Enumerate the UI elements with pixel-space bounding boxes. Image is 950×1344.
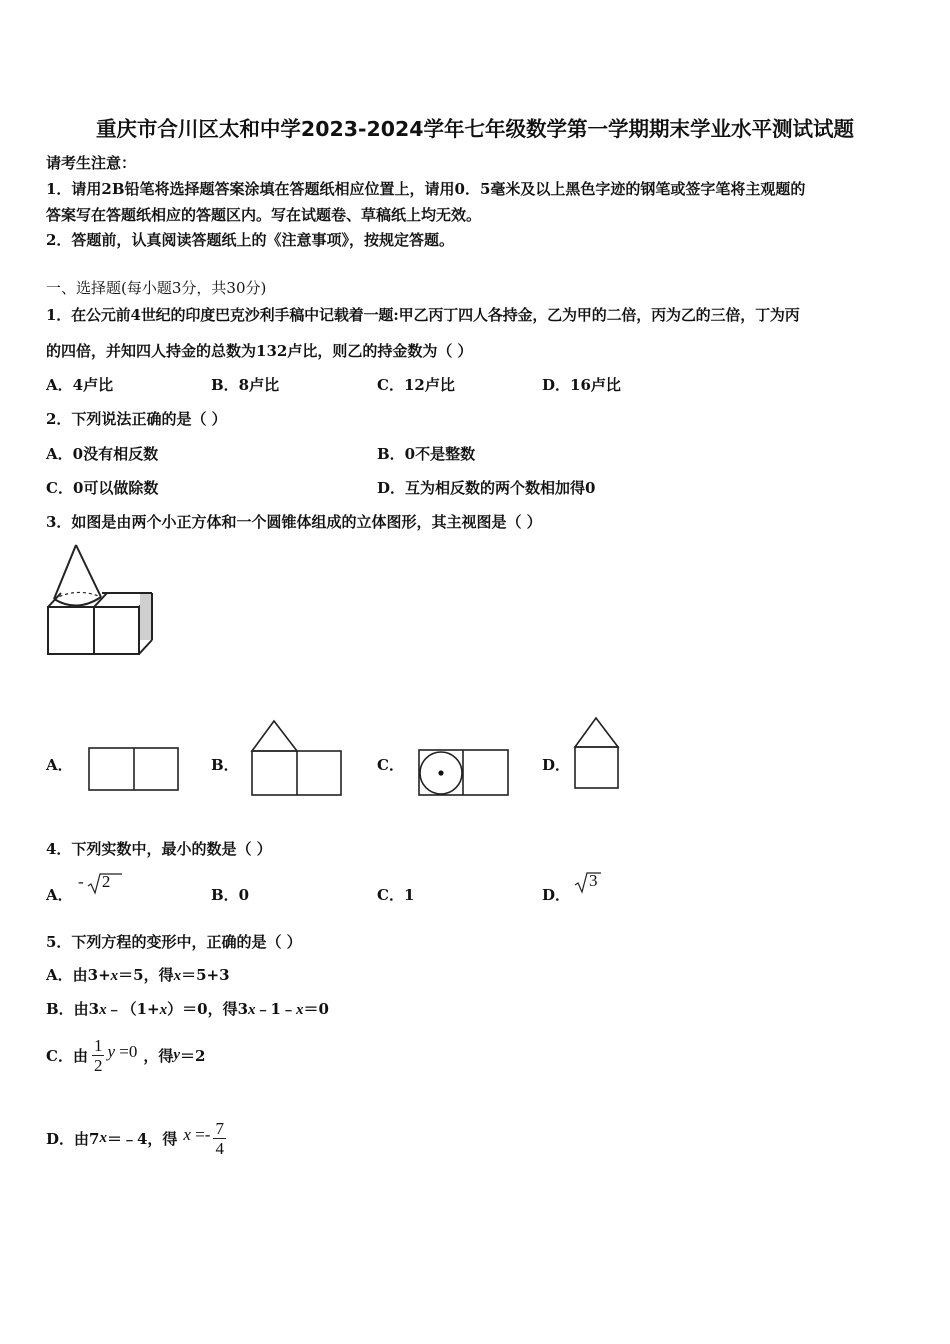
q5-b-prefix: B．由3 xyxy=(46,1000,100,1018)
q5-c-denominator: 2 xyxy=(93,1055,103,1075)
q5-b-mid1: ﹣（1+ xyxy=(106,1000,160,1018)
q5-d-prefix: D．由7 xyxy=(46,1129,100,1148)
q5-c-var: y xyxy=(107,1042,115,1061)
notice-line-1b: 答案写在答题纸相应的答题区内。写在试题卷、草稿纸上均无效。 xyxy=(46,206,482,224)
q5-stem: 5．下列方程的变形中，正确的是（ ） xyxy=(46,933,302,951)
q4-option-a-sign: - xyxy=(78,872,84,891)
q4-option-d-radicand: 3 xyxy=(589,871,598,890)
notice-line-2: 2．答题前，认真阅读答题纸上的《注意事项》，按规定答题。 xyxy=(46,231,454,249)
q3-option-a-figure[interactable] xyxy=(88,747,180,793)
q5-a-var2: x xyxy=(173,968,182,984)
q3-solid-figure xyxy=(44,543,159,658)
q5-d-denominator: 4 xyxy=(215,1138,224,1158)
q3-stem: 3．如图是由两个小正方体和一个圆锥体组成的立体图形，其主视图是（ ） xyxy=(46,513,542,531)
q5-a-var1: x xyxy=(110,968,119,984)
q1-option-b[interactable]: B．8卢比 xyxy=(211,376,280,394)
q5-option-c[interactable] xyxy=(46,1032,205,1078)
q5-b-mid2: ）＝0，得3 xyxy=(167,1000,249,1018)
q5-c-y: y xyxy=(173,1046,181,1063)
q5-d-mid: ＝﹣4，得 xyxy=(106,1129,178,1148)
q5-d-numerator: 7 xyxy=(215,1118,224,1138)
q5-a-prefix: A．由3+ xyxy=(46,966,111,984)
q4-option-c[interactable]: C．1 xyxy=(377,886,415,904)
notice-heading: 请考生注意： xyxy=(46,154,137,172)
q3-option-d-figure[interactable] xyxy=(573,716,623,790)
q5-b-var2: x xyxy=(159,1002,168,1018)
q5-c-eq: =0 xyxy=(119,1042,138,1061)
q1-option-c[interactable]: C．12卢比 xyxy=(377,376,455,394)
q2-option-d[interactable]: D．互为相反数的两个数相加得0 xyxy=(377,479,596,497)
q1-option-a[interactable]: A．4卢比 xyxy=(46,376,114,394)
q3-option-b-label[interactable]: B． xyxy=(211,756,239,774)
q5-option-d[interactable] xyxy=(46,1114,226,1162)
q5-c-prefix: C．由 xyxy=(46,1046,88,1065)
q5-b-var1: x xyxy=(99,1002,107,1018)
q5-a-end: ＝5+3 xyxy=(181,966,230,984)
q4-stem: 4．下列实数中，最小的数是（ ） xyxy=(46,840,272,858)
q3-option-d-label[interactable]: D． xyxy=(542,756,571,774)
q5-c-end: ＝2 xyxy=(180,1046,206,1065)
q5-option-a[interactable] xyxy=(46,964,230,985)
q5-d-fraction xyxy=(213,1119,226,1158)
q5-d-var2: x xyxy=(183,1125,191,1144)
q5-option-b[interactable] xyxy=(46,998,329,1019)
q1-stem-line2: 的四倍，并知四人持金的总数为132卢比，则乙的持金数为（ ） xyxy=(46,342,473,360)
q4-option-d-value[interactable] xyxy=(575,871,598,891)
q5-c-mid: ，得 xyxy=(143,1046,174,1065)
q1-stem-line1: 1．在公元前4世纪的印度巴克沙利手稿中记载着一题:甲乙丙丁四人各持金，乙为甲的二倍，丙为乙的三倍，丁为丙 xyxy=(46,306,800,324)
q2-stem: 2．下列说法正确的是（ ） xyxy=(46,410,227,428)
q4-option-b[interactable]: B．0 xyxy=(211,886,250,904)
q3-option-c-label[interactable]: C． xyxy=(377,756,404,774)
q3-option-c-figure[interactable] xyxy=(418,749,510,797)
q5-b-var4: x xyxy=(295,1002,304,1018)
sqrt-3 xyxy=(575,871,598,891)
q5-b-end: ＝0 xyxy=(303,1000,329,1018)
q4-option-d-label[interactable]: D． xyxy=(542,886,571,904)
q5-d-var1: x xyxy=(99,1129,107,1146)
page-title: 重庆市合川区太和中学2023-2024学年七年级数学第一学期期末学业水平测试试题 xyxy=(95,117,855,141)
q4-option-a-value[interactable] xyxy=(78,872,110,892)
q5-c-fraction xyxy=(92,1036,105,1075)
q4-option-a-label[interactable]: A． xyxy=(46,886,73,904)
q5-d-expression xyxy=(183,1125,210,1145)
q5-c-expression xyxy=(107,1042,137,1062)
q2-option-a[interactable]: A．0没有相反数 xyxy=(46,445,159,463)
sqrt-2 xyxy=(88,872,111,892)
q5-d-eq: =- xyxy=(195,1125,211,1144)
q1-option-d[interactable]: D．16卢比 xyxy=(542,376,621,394)
q5-a-mid: ＝5，得 xyxy=(118,966,174,984)
section-heading: 一、选择题(每小题3分，共30分) xyxy=(46,279,267,297)
q3-option-b-figure[interactable] xyxy=(251,719,343,797)
q3-option-a-label[interactable]: A． xyxy=(46,756,73,774)
q5-c-numerator: 1 xyxy=(93,1035,103,1055)
q2-option-c[interactable]: C．0可以做除数 xyxy=(46,479,159,497)
notice-line-1a: 1．请用2B铅笔将选择题答案涂填在答题纸相应位置上，请用0．5毫米及以上黑色字迹的钢笔或签字笔将主观题的 xyxy=(46,180,806,198)
q5-b-var3: x xyxy=(248,1002,256,1018)
q4-option-a-radicand: 2 xyxy=(101,872,111,891)
q2-option-b[interactable]: B．0不是整数 xyxy=(377,445,476,463)
q5-b-mid3: ﹣1﹣ xyxy=(255,1000,296,1018)
